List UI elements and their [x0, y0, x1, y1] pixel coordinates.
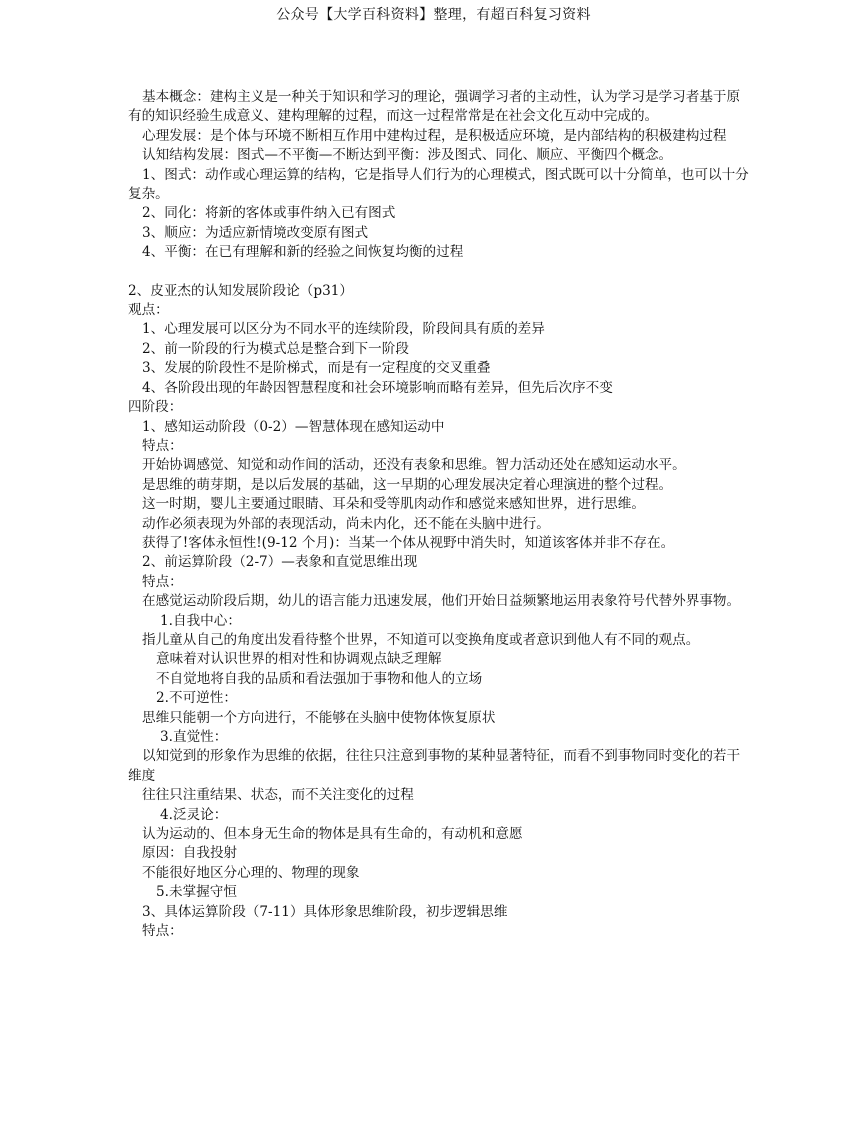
stage-heading: 2、前运算阶段（2-7）—表象和直觉思维出现 [142, 554, 418, 571]
paragraph: 认为运动的、但本身无生命的物体是具有生命的，有动机和意愿 [142, 826, 523, 843]
paragraph: 3、顺应：为适应新情境改变原有图式 [142, 224, 369, 241]
paragraph: 不自觉地将自我的品质和看法强加于事物和他人的立场 [156, 670, 483, 687]
subheading: 3.直觉性： [160, 729, 228, 745]
paragraph: 往往只注重结果、状态，而不关注变化的过程 [142, 787, 414, 804]
paragraph: 基本概念：建构主义是一种关于知识和学习的理论，强调学习者的主动性，认为学习是学习者基于原有的知识经验生成意义、建构理解的过程，而这一过程常常是在社会文化互动中完成的。 [128, 89, 741, 125]
paragraph: 指儿童从自己的角度出发看待整个世界，不知道可以变换角度或者意识到他人有不同的观点。 [142, 631, 700, 648]
paragraph: 获得了!客体永恒性!(9-12 个月)：当某一个体从视野中消失时，知道该客体并非不存在。 [142, 534, 675, 551]
paragraph: 思维只能朝一个方向进行，不能够在头脑中使物体恢复原状 [142, 709, 496, 726]
paragraph: 意味着对认识世界的相对性和协调观点缺乏理解 [156, 651, 442, 668]
subheading: 4.泛灵论： [160, 806, 228, 823]
paragraph: 3、发展的阶段性不是阶梯式，而是有一定程度的交叉重叠 [142, 360, 491, 377]
paragraph: 观点： [128, 302, 169, 319]
paragraph: 2、前一阶段的行为模式总是整合到下一阶段 [142, 340, 409, 357]
spacer [128, 263, 753, 282]
paragraph: 特点： [142, 573, 183, 590]
paragraph: 1、心理发展可以区分为不同水平的连续阶段，阶段间具有质的差异 [142, 321, 545, 338]
paragraph: 是思维的萌芽期，是以后发展的基础，这一早期的心理发展决定着心理演进的整个过程。 [142, 476, 673, 493]
subheading: 5.未掌握守恒 [156, 884, 237, 901]
paragraph: 心理发展：是个体与环境不断相互作用中建构过程，是积极适应环境，是内部结构的积极建构过程 [142, 127, 727, 144]
paragraph: 以知觉到的形象作为思维的依据，往往只注意到事物的某种显著特征，而看不到事物同时变化的若干维度 [128, 748, 741, 784]
stage-heading: 1、感知运动阶段（0-2）—智慧体现在感知运动中 [142, 418, 445, 435]
subheading: 2.不可逆性： [156, 690, 237, 707]
paragraph: 1、图式：动作或心理运算的结构，它是指导人们行为的心理模式，图式既可以十分简单，也可以十分复杂。 [128, 166, 749, 203]
paragraph: 四阶段： [128, 399, 183, 416]
paragraph: 原因：自我投射 [142, 845, 238, 862]
paragraph: 动作必须表现为外部的表现活动，尚未内化，还不能在头脑中进行。 [142, 515, 550, 532]
paragraph: 不能很好地区分心理的、物理的现象 [142, 864, 360, 881]
paragraph: 特点： [142, 437, 183, 454]
stage-heading: 3、具体运算阶段（7-11）具体形象思维阶段，初步逻辑思维 [142, 903, 508, 920]
paragraph: 4、平衡：在已有理解和新的经验之间恢复均衡的过程 [142, 244, 464, 261]
paragraph: 4、各阶段出现的年龄因智慧程度和社会环境影响而略有差异，但先后次序不变 [142, 379, 613, 396]
paragraph: 在感觉运动阶段后期，幼儿的语言能力迅速发展，他们开始日益频繁地运用表象符号代替外界事物。 [142, 593, 741, 610]
paragraph: 开始协调感觉、知觉和动作间的活动，还没有表象和思维。智力活动还处在感知运动水平。 [142, 457, 686, 474]
subheading: 1.自我中心： [160, 612, 241, 629]
paragraph: 特点： [142, 923, 183, 940]
paragraph: 这一时期，婴儿主要通过眼睛、耳朵和受等肌肉动作和感觉来感知世界，进行思维。 [142, 496, 645, 513]
page-header: 公众号【大学百科资料】整理，有超百科复习资料 [276, 7, 591, 23]
paragraph: 2、同化：将新的客体或事件纳入已有图式 [142, 205, 396, 222]
section-heading: 2、皮亚杰的认知发展阶段论（p31） [128, 282, 353, 299]
document-body [128, 88, 753, 941]
paragraph: 认知结构发展：图式—不平衡—不断达到平衡：涉及图式、同化、顺应、平衡四个概念。 [142, 147, 673, 164]
